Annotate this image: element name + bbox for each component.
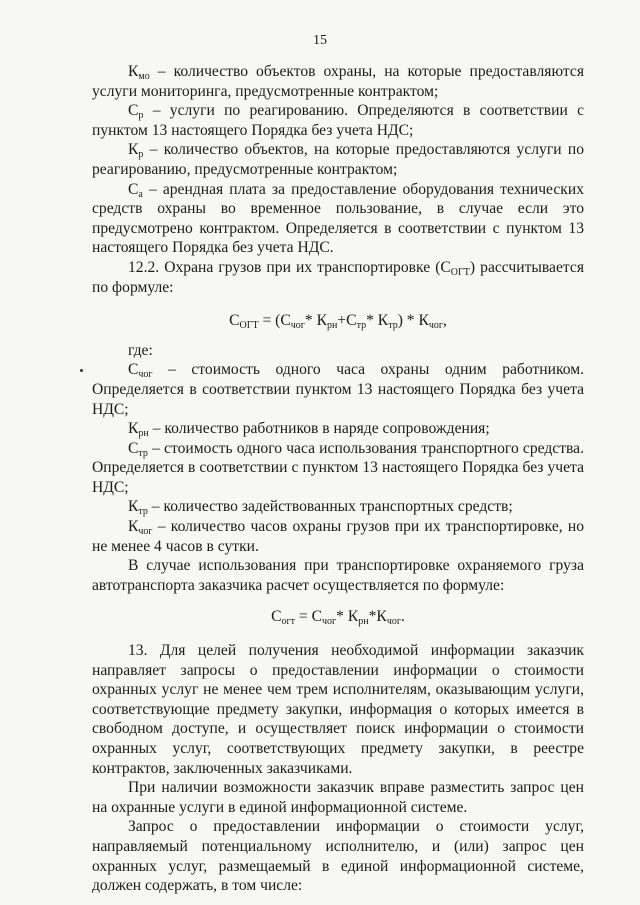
customer-transport-case: В случае использования при транспортировке охраняемого груза автотранспорта заказчика расчет осуществляется по формуле: (92, 557, 584, 594)
page-number: 15 (313, 33, 327, 48)
formula-cogt-customer: $С_{огт} = С_{чог}*$ $К_{рн}*К_{чог}$. (271, 608, 405, 628)
definition-c-r: $С_р$ – услуги по реагированию. Определяются в соответствии с пунктом 13 настоящего Порядка без учета НДС; (92, 102, 584, 139)
definition-c-tr: $С_{тр}$ – стоимость одного часа использования транспортного средства. Определяется в соответствии с пунктом 13 настоящего Порядка без учета НДС; (92, 439, 584, 496)
request-content-paragraph: Запрос о предоставлении информации о стоимости услуг, направляемый потенциальному исполнителю, и (или) запрос цен охранных услуг, размещаемый в единой информационной системе, должен содержать, в том числе: (92, 818, 584, 895)
definition-k-r: $К_р$ – количество объектов, на которые предоставляются услуги по реагированию, предусмотренные контрактом; (92, 141, 584, 178)
clause-13: 13. Для целей получения необходимой информации заказчик направляет запросы о предоставлении информации о стоимости охранных услуг не менее чем трем исполнителям, оказывающим услуги, соответствующие предмету закупки, информация о которых имеется в свободном доступе, и осуществляет поиск информации о стоимости охранных услуг, соответствующих предмету закупки, в реестре контрактов, заключенных заказчиками. (92, 642, 584, 777)
definition-c-chog: $С_{чог}$ – стоимость одного часа охраны одним работником. Определяется в соответствии пунктом 13 настоящего Порядка без учета НДС; (92, 361, 584, 418)
definition-k-rn: $К_{рн}$ – количество работников в наряде сопровождения; (128, 420, 490, 440)
definition-c-a: $С_а$ – арендная плата за предоставление оборудования технических средств охраны во временное пользование, в случае если это предусмотрено контрактом. Определяется в соответствии с пунктом 13 настоящего Порядка без учета НДС. (92, 180, 584, 257)
document-body (92, 62, 584, 896)
definition-k-tr: $К_{тр}$ – количество задействованных транспортных средств; (128, 498, 513, 518)
price-request-paragraph: При наличии возможности заказчик вправе разместить запрос цен на охранные услуги в единой информационной системе. (92, 779, 584, 816)
scan-dot-mark (80, 369, 83, 372)
formula-cogt: $С_{ОГТ} = (С_{чог}*$ $К_{рн}+С_{тр}*$ $К_{тр}) * К_{чог}$, (229, 312, 447, 332)
definition-k-mo: $К_{мо}$ – количество объектов охраны, на которые предоставляются услуги мониторинга, предусмотренные контрактом; (92, 63, 584, 100)
clause-12-2: 12.2. Охрана грузов при их транспортировке $(С_{ОГТ})$ рассчитывается по формуле: (92, 258, 584, 296)
definition-k-chog: $К_{чог}$ – количество часов охраны грузов при их транспортировке, но не менее 4 часов в сутки. (92, 518, 584, 555)
where-label: где: (128, 341, 153, 359)
